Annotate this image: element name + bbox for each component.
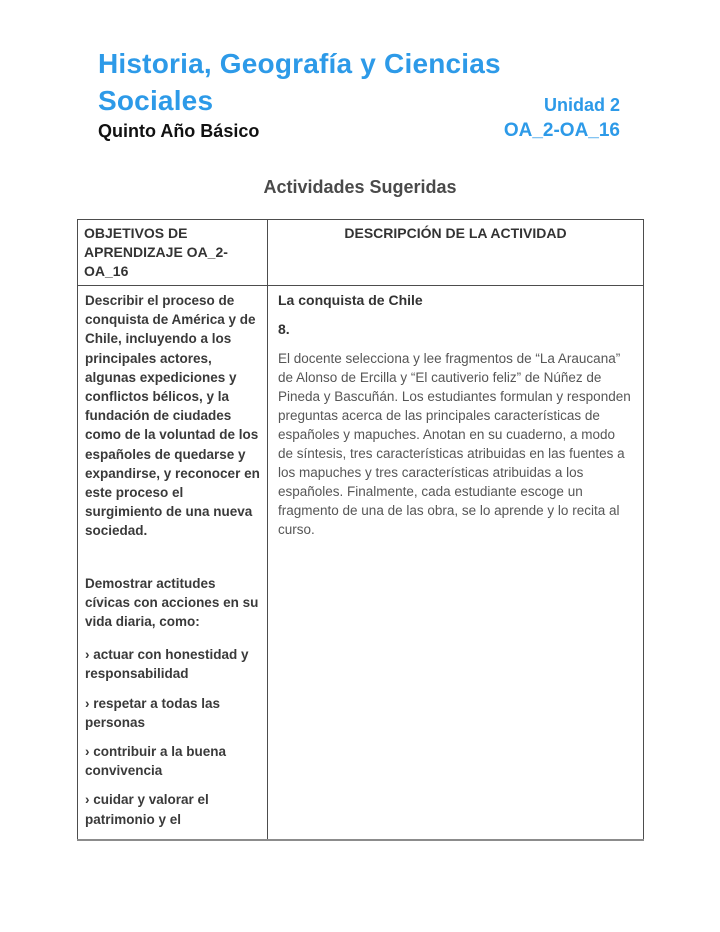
table-header-row [78,220,644,286]
description-header-cell: DESCRIPCIÓN DE LA ACTIVIDAD [268,220,644,286]
unit-label: Unidad 2 [543,95,620,115]
objective-paragraph: Demostrar actitudes cívicas con acciones en su vida diaria, como: [85,575,259,630]
activity-number: 8. [278,321,290,337]
objective-bullet: › cuidar y valorar el patrimonio y el [85,792,209,827]
grade-level-label: Quinto Año Básico [98,121,260,141]
objective-paragraph: Describir el proceso de conquista de América y de Chile, incluyendo a los principales actores, algunas expediciones y conflictos bélicos, y la fundación de ciudades como de la voluntad de los españoles de quedarse y expandirse, y reconocer en este proceso el surgimiento de una nueva sociedad. [85,293,260,539]
page-title [98,45,501,119]
activities-table [77,219,644,841]
header-title-block [98,45,501,143]
objective-bullet: › contribuir a la buena convivencia [85,744,227,779]
objectives-cell [78,286,268,840]
activity-cell [268,286,644,840]
activity-title: La conquista de Chile [278,292,423,308]
document-header [0,0,720,143]
objective-bullet: › actuar con honestidad y responsabilidad [85,647,249,682]
page-title-line1: Historia, Geografía y Ciencias [98,48,501,79]
page-title-line2: Sociales [98,85,214,116]
objective-bullet: › respetar a todas las personas [85,695,221,730]
section-heading: Actividades Sugeridas [263,177,457,197]
objectives-header-cell: OBJETIVOS DE APRENDIZAJE OA_2-OA_16 [78,220,268,286]
activity-description: El docente selecciona y lee fragmentos de “La Araucana” de Alonso de Ercilla y “El cautiverio feliz” de Núñez de Pineda y Bascuñán. Los estudiantes formulan y responden preguntas acerca de las principales características de españoles y mapuches. Anotan en su cuaderno, a modo de síntesis, tres características atribuidas en las fuentes a los mapuches y tres características atribuidas a los españoles. Finalmente, cada estudiante escoge un fragmento de una de las obra, se lo aprende y lo recita al curso. [278,351,631,537]
table-body-row [78,286,644,840]
oa-code-label: OA_2-OA_16 [503,120,620,141]
header-unit-block [504,93,620,143]
